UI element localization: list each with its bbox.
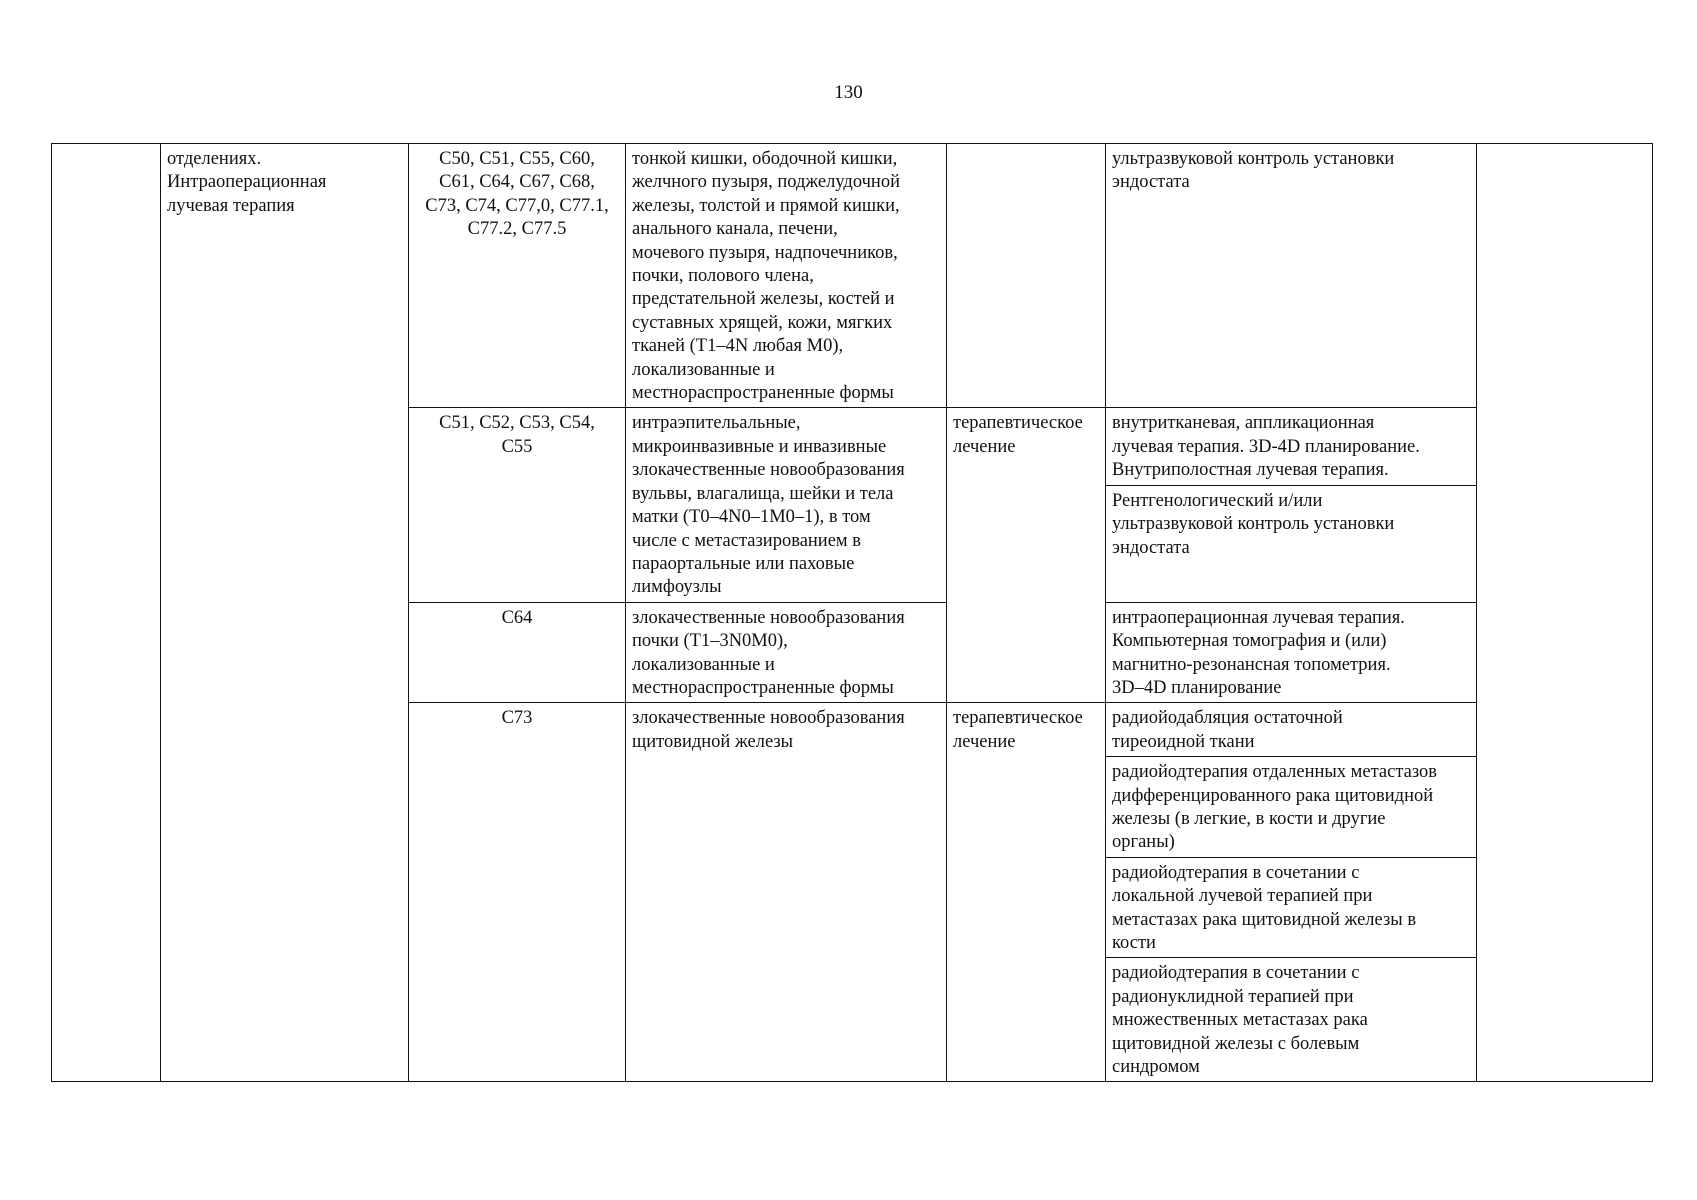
services-table xyxy=(51,143,1653,1082)
cell-model xyxy=(626,703,947,1082)
cell-number xyxy=(52,144,161,1082)
model-text: интраэпительальные, микроинвазивные и инвазивные злокачественные новообразования вульвы, влагалища, шейки и тела матки (T0–4N0–1M0–1), в том числе с метастазированием в параортальные или паховые лимфоузлы xyxy=(632,413,905,598)
cell-treatment xyxy=(947,144,1106,408)
method-text: внутритканевая, аппликационная лучевая терапия. 3D-4D планирование. Внутриполостная лучевая терапия. xyxy=(1112,413,1420,481)
cell-method xyxy=(1106,958,1477,1082)
cell-method xyxy=(1106,485,1477,602)
treatment-text: терапевтическое лечение xyxy=(953,413,1083,457)
codes-text: C64 xyxy=(501,607,533,628)
cell-method xyxy=(1106,602,1477,703)
table-row xyxy=(52,144,1653,408)
cell-model xyxy=(626,602,947,703)
method-text: Рентгенологический и/или ультразвуковой контроль установки эндостата xyxy=(1112,490,1395,558)
method-text: радиойодтерапия в сочетании с радионуклидной терапией при множественных метастазах рака щитовидной железы с болевым синдромом xyxy=(1112,963,1368,1078)
cell-codes xyxy=(409,602,626,703)
cell-method xyxy=(1106,703,1477,757)
method-text: радиойодабляция остаточной тиреоидной ткани xyxy=(1112,708,1343,752)
cell-codes xyxy=(409,144,626,408)
method-text: радиойодтерапия в сочетании с локальной лучевой терапией при метастазах рака щитовидной железы в кости xyxy=(1112,862,1417,953)
codes-text: C51, C52, C53, C54, C55 xyxy=(439,413,595,457)
codes-text: C50, C51, C55, C60, C61, C64, C67, C68, C73, C74, C77,0, C77.1, C77.2, C77.5 xyxy=(425,149,609,240)
method-text: интраоперационная лучевая терапия. Компьютерная томография и (или) магнитно-резонансная топометрия. 3D–4D планирование xyxy=(1112,607,1405,698)
page-number: 130 xyxy=(834,82,863,103)
codes-text: C73 xyxy=(501,708,533,729)
cell-codes xyxy=(409,408,626,602)
cell-method xyxy=(1106,757,1477,858)
method-text: радиойодтерапия отдаленных метастазов дифференцированного рака щитовидной железы (в легкие, в кости и другие органы) xyxy=(1112,762,1438,853)
cell-method xyxy=(1106,144,1477,408)
profile-text: отделениях. Интраоперационная лучевая терапия xyxy=(167,149,327,216)
cell-treatment xyxy=(947,703,1106,1082)
cell-treatment xyxy=(947,408,1106,703)
cell-codes xyxy=(409,703,626,1082)
cell-model xyxy=(626,144,947,408)
model-text: злокачественные новообразования почки (T1–3N0M0), локализованные и местнораспространенные формы xyxy=(632,607,905,698)
cell-method xyxy=(1106,408,1477,485)
treatment-text: терапевтическое лечение xyxy=(953,708,1083,752)
method-text: ультразвуковой контроль установки эндостата xyxy=(1112,149,1395,193)
model-text: тонкой кишки, ободочной кишки, желчного пузыря, поджелудочной железы, толстой и прямой кишки, анального канала, печени, мочевого пузыря, надпочечников, почки, полового члена, предстательной железы, костей и суставных хрящей, кожи, мягких тканей (T1–4N любая M0), локализованные и местнораспространенные формы xyxy=(632,149,900,404)
cell-profile xyxy=(161,144,409,1082)
cell-method xyxy=(1106,857,1477,958)
cell-model xyxy=(626,408,947,602)
model-text: злокачественные новообразования щитовидной железы xyxy=(632,708,905,752)
cell-price xyxy=(1477,144,1653,1082)
